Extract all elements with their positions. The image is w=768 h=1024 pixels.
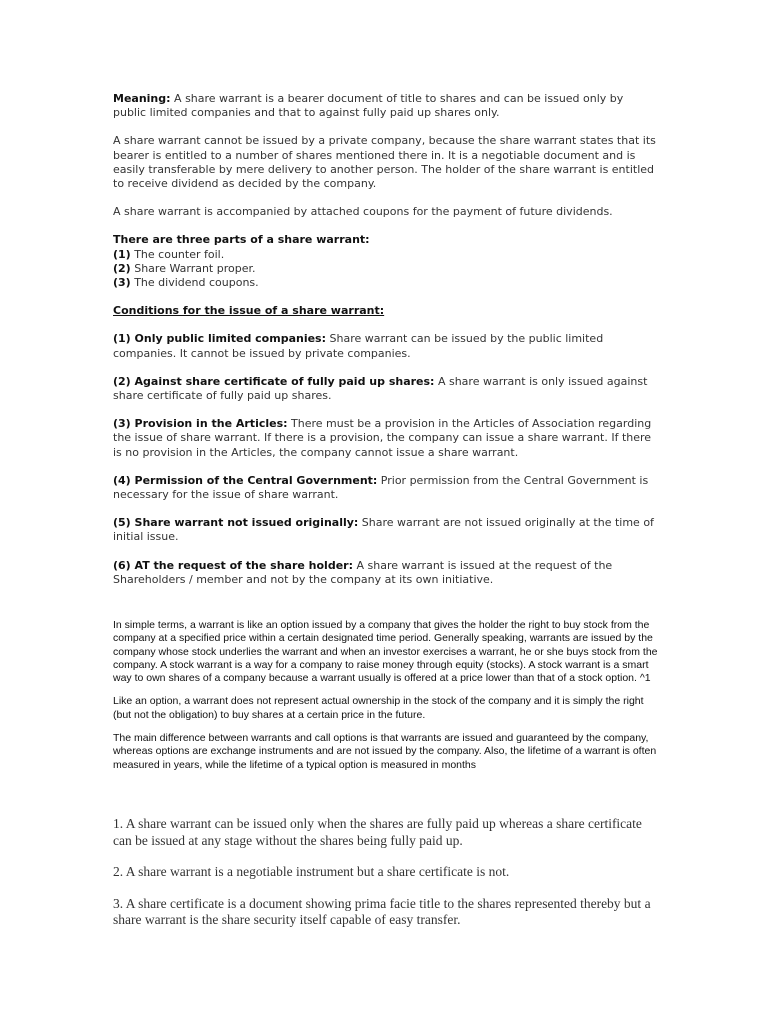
difference-item: 2. A share warrant is a negotiable instrument but a share certificate is not.: [113, 864, 510, 879]
condition-label: (3) Provision in the Articles:: [113, 417, 288, 431]
condition-text: A share warrant is only issued against share certificate of fully paid up shares.: [113, 374, 648, 403]
part-text: The dividend coupons.: [130, 276, 259, 290]
condition-label: (2) Against share certificate of fully paid up shares:: [113, 374, 435, 388]
simple-terms-paragraph: In simple terms, a warrant is like an option issued by a company that gives the holder the right to buy stock from the company at a specified price within a certain designated time period. Generally speaking, warrants are issued by the company whose stock underlies the warrant and when an investor exercises a warrant, he or she buys stock from the company. A stock warrant is a way for a company to raise money through equity (stocks). A stock warrant is a smart way to own shares of a company because a warrant usually is offered at a price lower than that of a stock option. ^1: [113, 619, 658, 685]
condition-item: [113, 559, 658, 587]
meaning-text: A share warrant is a bearer document of title to shares and can be issued only by public limited companies and that to against fully paid up shares only.: [113, 92, 624, 120]
condition-text: A share warrant is issued at the request of the Shareholders / member and not by the company at its own initiative.: [113, 558, 613, 586]
condition-label: (4) Permission of the Central Government:: [113, 473, 378, 487]
condition-label: (5) Share warrant not issued originally:: [113, 516, 359, 530]
difference-item: 3. A share certificate is a document showing prima facie title to the shares represented thereby but a share warrant is the share security itself capable of easy transfer.: [113, 895, 651, 927]
conditions-heading-paragraph: [113, 304, 658, 318]
meaning-label: Meaning:: [113, 92, 171, 105]
part-number: (3): [113, 276, 131, 290]
condition-item: [113, 375, 658, 403]
differences-section: [113, 816, 658, 944]
private-company-paragraph: A share warrant cannot be issued by a private company, because the share warrant states that its bearer is entitled to a number of shares mentioned there in. It is a negotiable document and is easily transferable by mere delivery to another person. The holder of the share warrant is entitled to receive dividend as decided by the company.: [113, 134, 656, 191]
simple-terms-paragraph: The main difference between warrants and call options is that warrants are issued and guaranteed by the company, whereas options are exchange instruments and are not issued by the company. Also, the lifetime of a warrant is often measured in years, while the lifetime of a typical option is measured in months: [113, 732, 657, 771]
part-number: (1): [113, 247, 131, 261]
conditions-heading: Conditions for the issue of a share warrant:: [113, 304, 385, 318]
difference-item: 1. A share warrant can be issued only when the shares are fully paid up whereas a share certificate can be issued at any stage without the shares being fully paid up.: [113, 816, 642, 848]
condition-text: Prior permission from the Central Government is necessary for the issue of share warrant.: [113, 473, 649, 502]
simple-terms-paragraph: Like an option, a warrant does not represent actual ownership in the stock of the company and it is simply the right (but not the obligation) to buy shares at a certain price in the future.: [113, 695, 644, 721]
coupons-paragraph: A share warrant is accompanied by attached coupons for the payment of future dividends.: [113, 205, 613, 219]
share-warrant-section: [113, 92, 658, 587]
condition-text: There must be a provision in the Articles of Association regarding the issue of share warrant. If there is a provision, the company can issue a share warrant. If there is no provision in the Articles, the company cannot issue a share warrant.: [113, 417, 652, 459]
part-text: Share Warrant proper.: [130, 261, 256, 275]
condition-text: Share warrant can be issued by the public limited companies. It cannot be issued by private companies.: [113, 332, 604, 360]
condition-label: (6) AT the request of the share holder:: [113, 558, 353, 572]
condition-label: (1) Only public limited companies:: [113, 332, 327, 346]
meaning-paragraph: [113, 92, 658, 120]
condition-item: [113, 474, 658, 502]
condition-item: [113, 332, 658, 360]
part-text: The counter foil.: [130, 247, 225, 261]
condition-item: [113, 417, 658, 460]
simple-terms-section: [113, 619, 658, 782]
condition-item: [113, 516, 658, 544]
three-parts-heading: There are three parts of a share warrant:: [113, 233, 370, 247]
condition-text: Share warrant are not issued originally at the time of initial issue.: [113, 516, 654, 544]
three-parts-block: [113, 233, 658, 290]
part-number: (2): [113, 261, 131, 275]
